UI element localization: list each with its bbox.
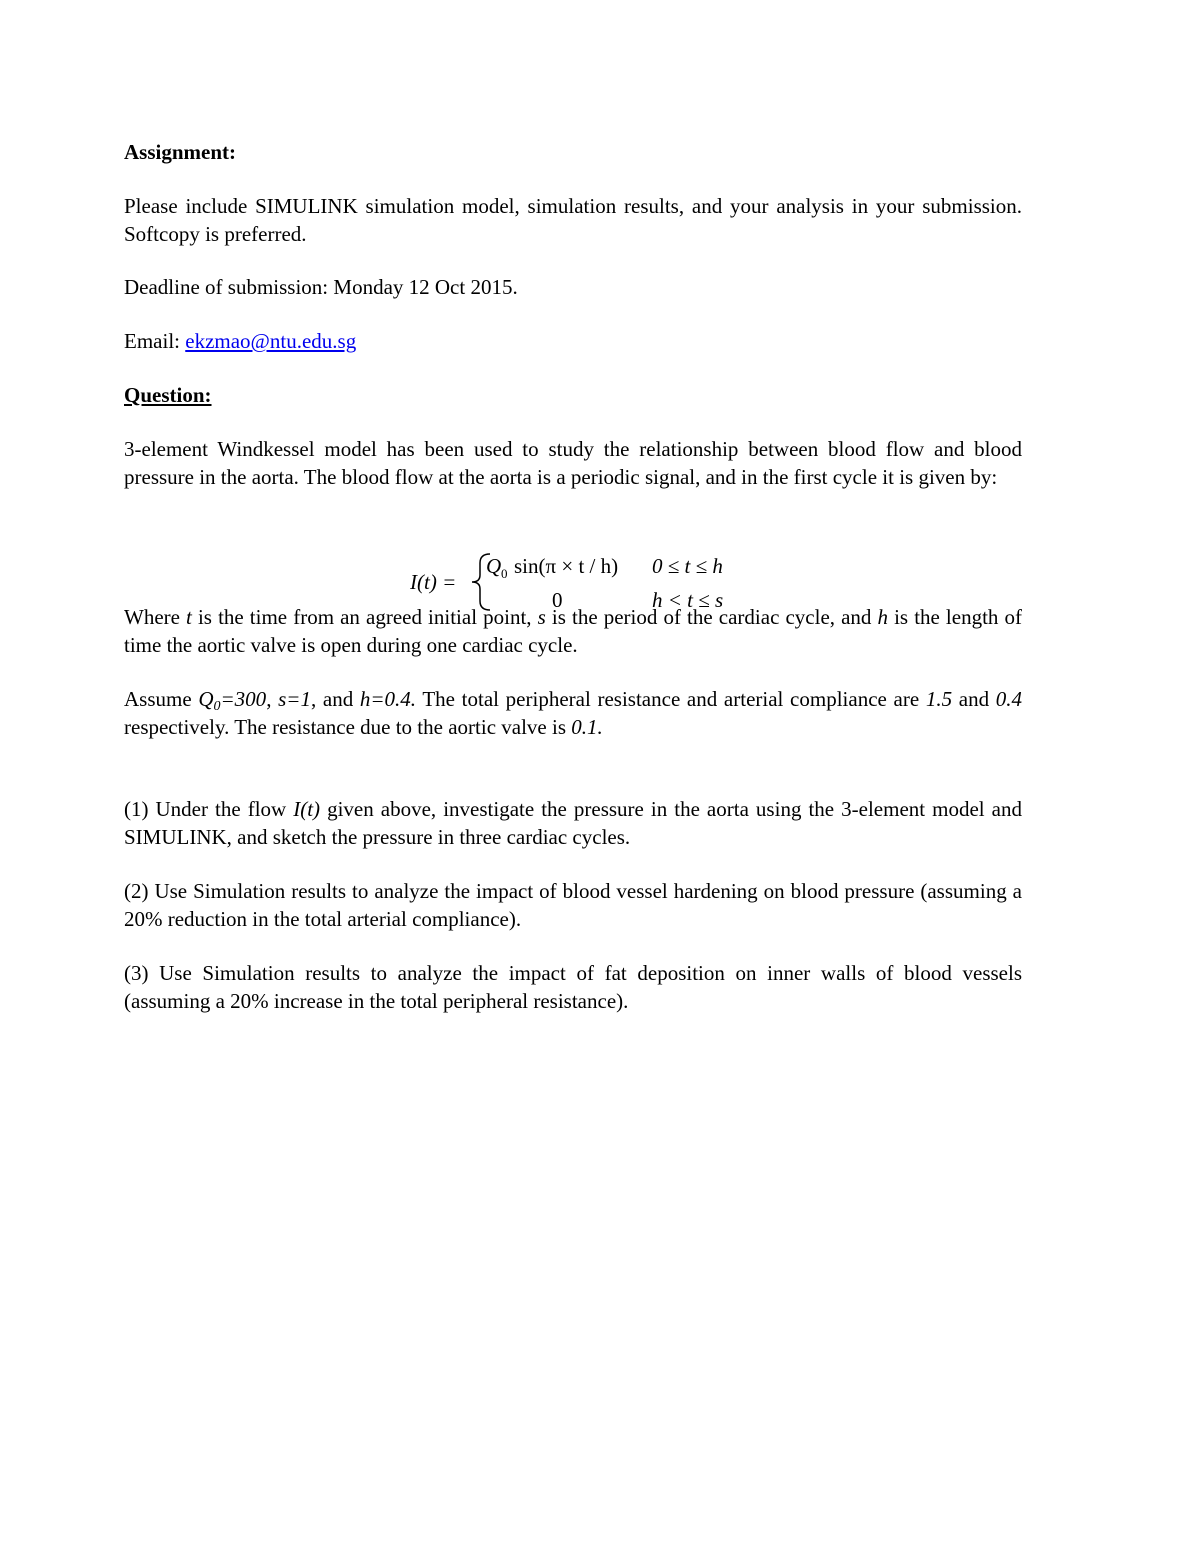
flow-symbol: I(t)	[293, 797, 321, 821]
instructions-paragraph: Please include SIMULINK simulation model, simulation results, and your analysis in your submission. Softcopy is preferred.	[124, 194, 1022, 246]
case1-sine: sin(π × t / h)	[514, 554, 619, 578]
question-intro: 3-element Windkessel model has been used to study the relationship between blood flow and blood pressure in the aorta. The blood flow at the aorta is a periodic signal, and in the first cycle it is given by:	[124, 437, 1022, 489]
assume-paragraph: Assume $Q_0=300$, s=1, and h=0.4. The total peripheral resistance and arterial compliance are 1.5 and 0.4 respectively. The resistance due to the aortic valve is 0.1.	[124, 687, 1022, 739]
param-resistance: 1.5	[925, 687, 953, 711]
item-2: (2) Use Simulation results to analyze the impact of blood vessel hardening on blood pressure (assuming a 20% reduction in the total arterial compliance).	[124, 879, 1022, 931]
piecewise-equation	[410, 551, 750, 613]
case2-value: 0	[552, 588, 563, 612]
question-heading: Question:	[124, 383, 212, 407]
assignment-heading: Assignment:	[124, 140, 237, 164]
param-valve-resistance: 0.1.	[571, 715, 603, 739]
email-label: Email:	[124, 329, 180, 353]
param-s: s=1	[278, 687, 311, 711]
item-3: (3) Use Simulation results to analyze the impact of fat deposition on inner walls of blood vessels (assuming a 20% increase in the total peripheral resistance).	[124, 961, 1022, 1013]
email-link[interactable]: ekzmao@ntu.edu.sg	[185, 329, 357, 353]
case2-condition: h < t ≤ s	[652, 588, 724, 612]
email-line	[124, 327, 1022, 355]
var-s: s	[537, 605, 546, 629]
item-1: (1) Under the flow I(t) given above, investigate the pressure in the aorta using the 3-element model and SIMULINK, and sketch the pressure in three cardiac cycles.	[124, 797, 1022, 849]
param-h: h=0.4.	[359, 687, 417, 711]
case1-condition: 0 ≤ t ≤ h	[652, 554, 723, 578]
case1-q-sub: 0	[501, 566, 508, 581]
param-compliance: 0.4	[995, 687, 1022, 711]
var-h: h	[877, 605, 889, 629]
var-t: t	[186, 605, 192, 629]
param-q0: $Q_0=300$	[198, 687, 267, 714]
where-paragraph: Where t is the time from an agreed initial point, s is the period of the cardiac cycle, and h is the length of time the aortic valve is open during one cardiac cycle.	[124, 605, 1022, 657]
equation-lhs: I(t) =	[410, 570, 457, 594]
case1-q: Q	[486, 554, 502, 578]
deadline-paragraph: Deadline of submission: Monday 12 Oct 2015.	[124, 275, 518, 299]
